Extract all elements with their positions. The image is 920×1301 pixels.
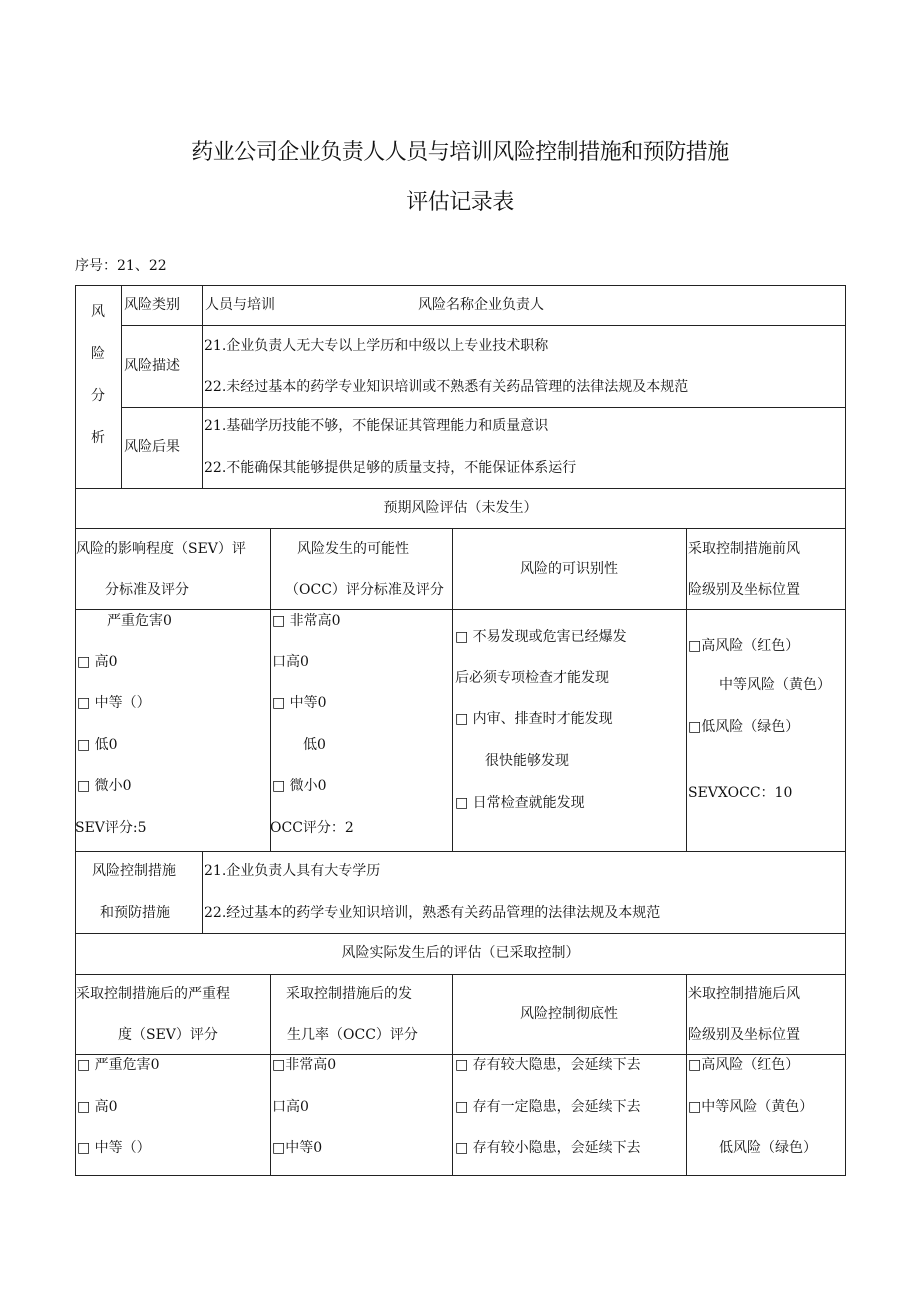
measures-label: 和预防措施 xyxy=(100,905,170,921)
sev-option[interactable]: □ 中等（） xyxy=(77,695,151,711)
detect-option: 后必须专项检查才能发现 xyxy=(455,670,609,686)
post-level-header: 米取控制措施后风 xyxy=(688,986,800,1002)
risk-category-value: 人员与培训 xyxy=(205,297,275,313)
post-sev-option[interactable]: □ 中等（） xyxy=(77,1140,151,1156)
sev-header: 风险的影响程度（SEV）评 xyxy=(76,541,246,557)
post-occ-option[interactable]: □非常高0 xyxy=(272,1057,337,1073)
risk-consequence-item: 21.基础学历技能不够，不能保证其管理能力和质量意识 xyxy=(204,418,549,434)
control-option[interactable]: □ 存有较大隐患，会延续下去 xyxy=(455,1057,641,1073)
side-label-char: 分 xyxy=(91,388,105,404)
level-option[interactable]: □低风险（绿色） xyxy=(688,719,800,735)
post-level-option[interactable]: □高风险（红色） xyxy=(688,1057,800,1073)
control-header: 风险控制彻底性 xyxy=(520,1006,618,1022)
sev-option[interactable]: □ 微小0 xyxy=(77,778,132,794)
occ-score: OCC评分：2 xyxy=(270,820,354,836)
post-level-option[interactable]: 低风险（绿色） xyxy=(719,1140,817,1156)
risk-description-label: 风险描述 xyxy=(124,358,180,374)
occ-option[interactable]: 低0 xyxy=(303,737,326,753)
occ-header: 风险发生的可能性 xyxy=(297,541,409,557)
side-label-char: 风 xyxy=(91,304,105,320)
post-assessment-title: 风险实际发生后的评估（已采取控制） xyxy=(341,945,580,961)
side-label-char: 析 xyxy=(91,430,105,446)
risk-name: 风险名称企业负责人 xyxy=(418,297,544,313)
measures-item: 22.经过基本的药学专业知识培训，熟悉有关药品管理的法律法规及本规范 xyxy=(204,905,661,921)
detect-option[interactable]: 很快能够发现 xyxy=(485,753,569,769)
level-header: 险级别及坐标位置 xyxy=(688,582,800,598)
detect-option[interactable]: □ 内审、排查时才能发现 xyxy=(455,711,613,727)
risk-description-item: 22.未经过基本的药学专业知识培训或不熟悉有关药品管理的法律法规及本规范 xyxy=(204,379,689,395)
document-title-line1: 药业公司企业负责人人员与培训风险控制措施和预防措施 xyxy=(191,140,729,165)
post-sev-header: 度（SEV）评分 xyxy=(118,1027,218,1043)
post-level-option[interactable]: □中等风险（黄色） xyxy=(688,1099,814,1115)
sev-header: 分标准及评分 xyxy=(105,582,189,598)
post-sev-option[interactable]: □ 严重危害0 xyxy=(77,1057,160,1073)
post-sev-option[interactable]: □ 高0 xyxy=(77,1099,118,1115)
post-occ-header: 采取控制措施后的发 xyxy=(286,986,412,1002)
side-label-char: 险 xyxy=(91,346,105,362)
risk-description-item: 21.企业负责人无大专以上学历和中级以上专业技术职称 xyxy=(204,338,549,354)
pre-assessment-title: 预期风险评估（未发生） xyxy=(383,500,538,516)
level-option[interactable]: □高风险（红色） xyxy=(688,638,800,654)
detect-header: 风险的可识别性 xyxy=(520,561,618,577)
occ-option[interactable]: 口高0 xyxy=(272,654,309,670)
measures-label: 风险控制措施 xyxy=(92,863,176,879)
occ-option[interactable]: □ 微小0 xyxy=(272,778,327,794)
level-header: 采取控制措施前风 xyxy=(688,541,800,557)
control-option[interactable]: □ 存有较小隐患，会延续下去 xyxy=(455,1140,641,1156)
sev-option[interactable]: 严重危害0 xyxy=(107,613,172,629)
sev-option[interactable]: □ 低0 xyxy=(77,737,118,753)
post-occ-header: 生几率（OCC）评分 xyxy=(287,1027,418,1043)
risk-consequence-label: 风险后果 xyxy=(124,439,180,455)
post-level-header: 险级别及坐标位置 xyxy=(688,1027,800,1043)
occ-option[interactable]: □ 非常高0 xyxy=(272,613,341,629)
risk-consequence-item: 22.不能确保其能够提供足够的质量支持，不能保证体系运行 xyxy=(204,460,577,476)
sev-score: SEV评分:5 xyxy=(75,820,147,836)
detect-option[interactable]: □ 不易发现或危害已经爆发 xyxy=(455,629,627,645)
occ-header: （OCC）评分标准及评分 xyxy=(285,582,444,598)
sev-option[interactable]: □ 高0 xyxy=(77,654,118,670)
occ-option[interactable]: □ 中等0 xyxy=(272,695,327,711)
control-option[interactable]: □ 存有一定隐患，会延续下去 xyxy=(455,1099,641,1115)
post-occ-option[interactable]: □中等0 xyxy=(272,1140,323,1156)
detect-option[interactable]: □ 日常检查就能发现 xyxy=(455,795,585,811)
document-title-line2: 评估记录表 xyxy=(406,190,514,215)
serial-number: 序号：21、22 xyxy=(75,258,167,274)
post-sev-header: 采取控制措施后的严重程 xyxy=(76,986,230,1002)
level-score: SEVXOCC：10 xyxy=(688,785,793,801)
level-option[interactable]: 中等风险（黄色） xyxy=(719,677,831,693)
risk-category-label: 风险类别 xyxy=(124,297,180,313)
measures-item: 21.企业负责人具有大专学历 xyxy=(204,863,381,879)
post-occ-option[interactable]: 口高0 xyxy=(272,1099,309,1115)
